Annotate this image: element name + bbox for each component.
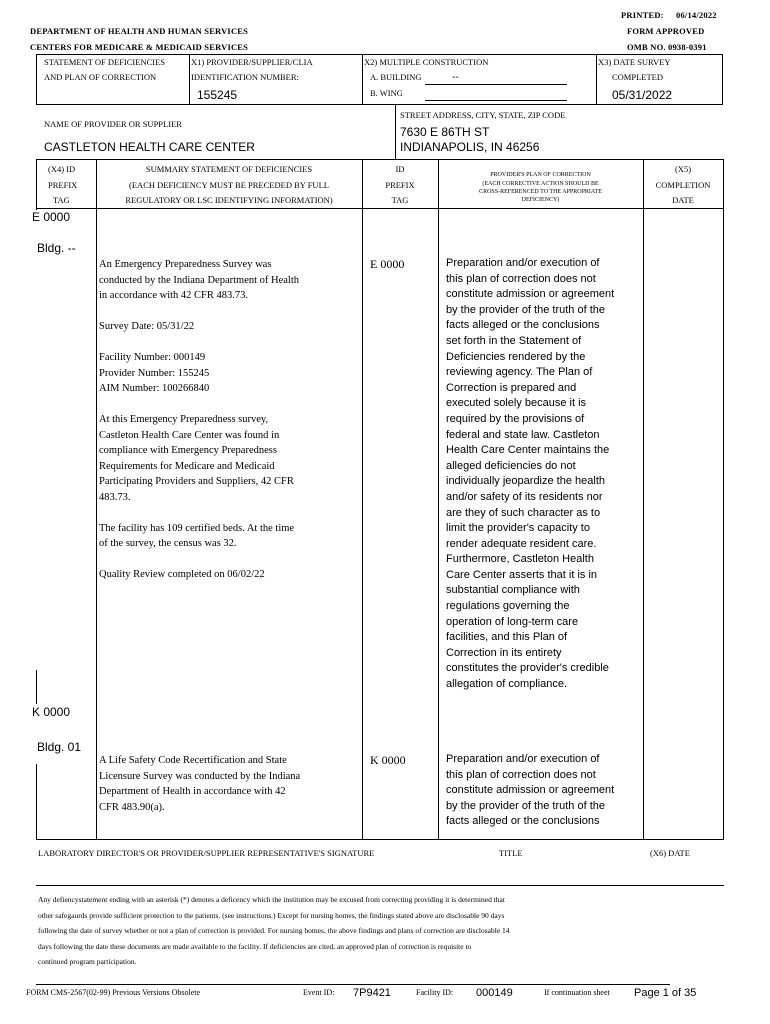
entry-id-tag: E 0000: [370, 257, 405, 271]
omb-number: OMB NO. 0938-0391: [627, 42, 707, 52]
x1-label-2: IDENTIFICATION NUMBER:: [191, 72, 299, 82]
page-number: Page 1 of 35: [634, 987, 697, 999]
id-header-3: TAG: [391, 195, 409, 205]
id-header-2: PREFIX: [385, 180, 415, 190]
entry-e-tag-cell: [31, 210, 96, 670]
continuation-label: If continuation sheet: [544, 988, 610, 997]
statement-label-1: STATEMENT OF DEFICIENCIES: [44, 57, 166, 67]
facility-id-label: Facility ID:: [416, 988, 454, 997]
x4-header-1: (X4) ID: [48, 164, 76, 174]
poc-header-3: CROSS-REFERENCED TO THE APPROPRIATE: [479, 189, 602, 195]
summary-header-2: (EACH DEFICIENCY MUST BE PRECEDED BY FULL: [129, 180, 329, 190]
entry-summary: A Life Safety Code Recertification and State Licensure Survey was conducted by the Indiana Department of Health in accordance with 42 CFR 483.90(a).: [99, 755, 301, 813]
x4-header-3: TAG: [53, 195, 70, 205]
survey-date: 05/31/2022: [612, 88, 673, 102]
id-header-1: ID: [395, 164, 405, 174]
entry-summary: An Emergency Preparedness Survey was conducted by the Indiana Department of Health in accordance with 42 CFR 483.73. Survey Date: 05/31/22 Facility Number: 000149 Provider Number: 155245 AIM Number: 100266840 At this Emergency Preparedness survey, Castleton Health Care Center was found in compliance with Emergency Preparedness Requirements for Medicare and Medicaid Participating Providers and Suppliers, 42 CFR 483.73. The facility has 109 certified beds. At the time of the survey, the census was 32. Quality Review completed on 06/02/22: [99, 259, 300, 580]
x2-label: X2) MULTIPLE CONSTRUCTION: [364, 57, 489, 67]
disclosure-footnote: Any defiencystatement ending with an asterisk (*) denotes a deficency which the institution may be excused from correcting providing it is determined that other safegaurds provide sufficient protection to the patients. (see instructions.) Except for nursing homes, the findings stated above are disclosable 90 days following the date of survey whether or not a plan of correction is provided. For nursing homes, the above findings and plans of correction are disclosable 14 days following the date these documents are made available to the facility. If deficiencies are cited, an approved plan of correction is requisite to continued program participation.: [38, 895, 510, 966]
form-approved: FORM APPROVED: [627, 26, 705, 36]
entry-plan: Preparation and/or execution of this plan of correction does not constitute admission or agreement by the provider of the truth of the facts alleged or the conclusions: [446, 753, 615, 828]
event-id: 7P9421: [353, 987, 391, 999]
x4-header-2: PREFIX: [48, 180, 78, 190]
entry-tag: E 0000: [32, 210, 71, 224]
title-label: TITLE: [499, 848, 523, 858]
x3-label-1: X3) DATE SURVEY: [598, 57, 671, 67]
address-line-1: 7630 E 86TH ST: [400, 125, 490, 139]
x5-header-3: DATE: [672, 195, 694, 205]
building-value: --: [452, 72, 459, 83]
entry-id-tag: K 0000: [370, 753, 406, 767]
form-number: FORM CMS-2567(02-99) Previous Versions Obsolete: [26, 988, 201, 997]
entry-tag: K 0000: [32, 705, 71, 719]
entry-plan: Preparation and/or execution of this plan of correction does not constitute admission or agreement by the provider of the truth of the facts alleged or the conclusions set forth in the Statement of Deficiencies rendered by the reviewing agency. The Plan of Correction is prepared and executed solely because it is required by the provisions of federal and state law. Castleton Health Care Center maintains the alleged deficiencies do not individually jeopardize the health and/or safety of its residents nor are they of such character as to limit the provider's capacity to render adequate resident care. Furthermore, Castleton Health Care Center asserts that it is in substantial compliance with regulations governing the operation of long-term care facilities, and this Plan of Correction in its entirety constitutes the provider's credible allegation of compliance.: [446, 257, 615, 691]
x6-date-label: (X6) DATE: [650, 848, 690, 858]
signature-label: LABORATORY DIRECTOR'S OR PROVIDER/SUPPLIER REPRESENTATIVE'S SIGNATURE: [38, 848, 375, 858]
entry-bldg: Bldg. --: [37, 241, 76, 255]
x5-header-2: COMPLETION: [655, 180, 711, 190]
poc-header-4: DEFICIENCY): [521, 197, 560, 203]
address-line-2: INDIANAPOLIS, IN 46256: [400, 140, 540, 154]
poc-header-1: PROVIDER'S PLAN OF CORRECTION: [490, 172, 591, 178]
printed-date: 06/14/2022: [676, 10, 717, 20]
department-title: DEPARTMENT OF HEALTH AND HUMAN SERVICES: [30, 26, 249, 36]
x1-label-1: X1) PROVIDER/SUPPLIER/CLIA: [191, 57, 313, 67]
event-id-label: Event ID:: [303, 988, 335, 997]
provider-name: CASTLETON HEALTH CARE CENTER: [44, 140, 255, 154]
summary-header-1: SUMMARY STATEMENT OF DEFICIENCIES: [145, 164, 313, 174]
provider-name-label: NAME OF PROVIDER OR SUPPLIER: [44, 119, 182, 129]
x5-header-1: (X5): [674, 164, 692, 174]
printed-label: PRINTED:: [621, 10, 664, 20]
address-label: STREET ADDRESS, CITY, STATE, ZIP CODE: [400, 110, 566, 120]
poc-header-2: (EACH CORRECTIVE ACTION SHOULD BE: [482, 181, 599, 187]
provider-number: 155245: [197, 88, 238, 102]
x3-label-2: COMPLETED: [612, 72, 663, 82]
facility-id: 000149: [476, 987, 513, 999]
building-label: A. BUILDING: [370, 72, 422, 82]
summary-header-3: REGULATORY OR LSC IDENTIFYING INFORMATION): [125, 195, 333, 205]
entry-bldg: Bldg. 01: [37, 740, 82, 754]
wing-label: B. WING: [370, 88, 403, 98]
centers-title: CENTERS FOR MEDICARE & MEDICAID SERVICES: [30, 42, 249, 52]
statement-label-2: AND PLAN OF CORRECTION: [44, 72, 157, 82]
